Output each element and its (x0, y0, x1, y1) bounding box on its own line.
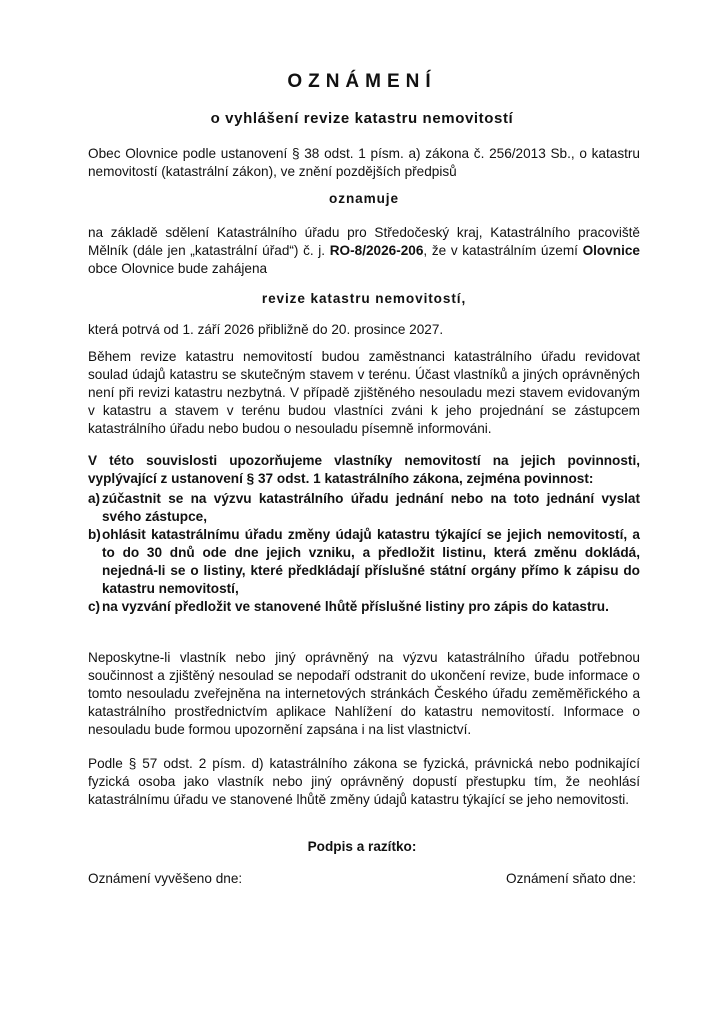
basis-paragraph (88, 224, 640, 278)
announces-heading: oznamuje (329, 191, 399, 206)
cadastral-territory: Olovnice (582, 243, 640, 258)
list-item (88, 490, 640, 526)
document-subtitle: o vyhlášení revize katastru nemovitostí (210, 110, 514, 127)
list-item (88, 598, 640, 616)
penalty-paragraph: Podle § 57 odst. 2 písm. d) katastrálního zákona se fyzická, právnická nebo podnikající fyzická osoba jako vlastník nebo jiný oprávněný dopustí přestupku tím, že neohlásí katastrálnímu úřadu ve stanovené lhůtě změny údajů katastru týkající se jeho nemovitosti. (88, 756, 640, 807)
during-revision-paragraph: Během revize katastru nemovitostí budou zaměstnanci katastrálního úřadu revidovat soulad údajů katastru se skutečným stavem v terénu. Účast vlastníků a jiných oprávněných není při revizi katastru nezbytná. V případě zjištěného nesouladu mezi stavem evidovaným v katastru a stavem v terénu budou vlastníci zváni k jeho projednání se zástupcem katastrálního úřadu nebo budou o nesouladu písemně informováni. (88, 349, 640, 436)
list-item-text: na vyzvání předložit ve stanovené lhůtě příslušné listiny pro zápis do katastru. (102, 599, 609, 614)
list-item-marker: a) (88, 491, 101, 506)
reference-number: RO-8/2026-206 (329, 243, 424, 258)
document-title: OZNÁMENÍ (287, 71, 437, 92)
basis-text-2: , že v katastrálním území (423, 243, 583, 258)
basis-text-1: na základě sdělení Katastrálního úřadu pro Středočeský kraj, Katastrálního pracoviště Mělník (dále jen „katastrální úřad“) č. j. (88, 225, 640, 258)
intro-paragraph: Obec Olovnice podle ustanovení § 38 odst. 1 písm. a) zákona č. 256/2013 Sb., o katastru nemovitostí (katastrální zákon), ve znění pozdějších předpisů (88, 146, 640, 179)
posted-date-label: Oznámení vyvěšeno dne: (88, 871, 243, 886)
duties-list (88, 490, 640, 616)
signature-label: Podpis a razítko: (307, 839, 417, 854)
non-cooperation-paragraph: Neposkytne-li vlastník nebo jiný oprávněný na výzvu katastrálního úřadu potřebnou součinnost a zjištěný nesoulad se nepodaří odstranit do ukončení revize, bude informace o tomto nesouladu zveřejněna na internetových stránkách Českého úřadu zeměměřického a katastrálního prostřednictvím aplikace Nahlížení do katastru nemovitostí. Informace o nesouladu bude formou upozornění zapsána i na list vlastnictví. (88, 650, 640, 737)
list-item-text: zúčastnit se na výzvu katastrálního úřadu jednání nebo na toto jednání vyslat svého zástupce, (102, 491, 640, 524)
obligations-warning: V této souvislosti upozorňujeme vlastníky nemovitostí na jejich povinnosti, vyplývající z ustanovení § 37 odst. 1 katastrálního zákona, zejména povinnost: (88, 453, 640, 486)
duration-paragraph: která potrvá od 1. září 2026 přibližně do 20. prosince 2027. (88, 322, 444, 337)
basis-text-3: obce Olovnice bude zahájena (88, 261, 268, 276)
list-item-marker: b) (88, 527, 101, 542)
list-item-marker: c) (88, 599, 101, 614)
removed-date-label: Oznámení sňato dne: (506, 871, 636, 886)
list-item-text: ohlásit katastrálnímu úřadu změny údajů katastru týkající se jejich nemovitostí, a to do 30 dnů ode dne jejich vzniku, a předložit listinu, která změnu dokládá, nejedná-li se o listiny, které předkládají příslušné státní orgány přímo k zápisu do katastru nemovitostí, (102, 527, 640, 596)
revision-heading: revize katastru nemovitostí, (261, 291, 467, 306)
list-item (88, 526, 640, 598)
